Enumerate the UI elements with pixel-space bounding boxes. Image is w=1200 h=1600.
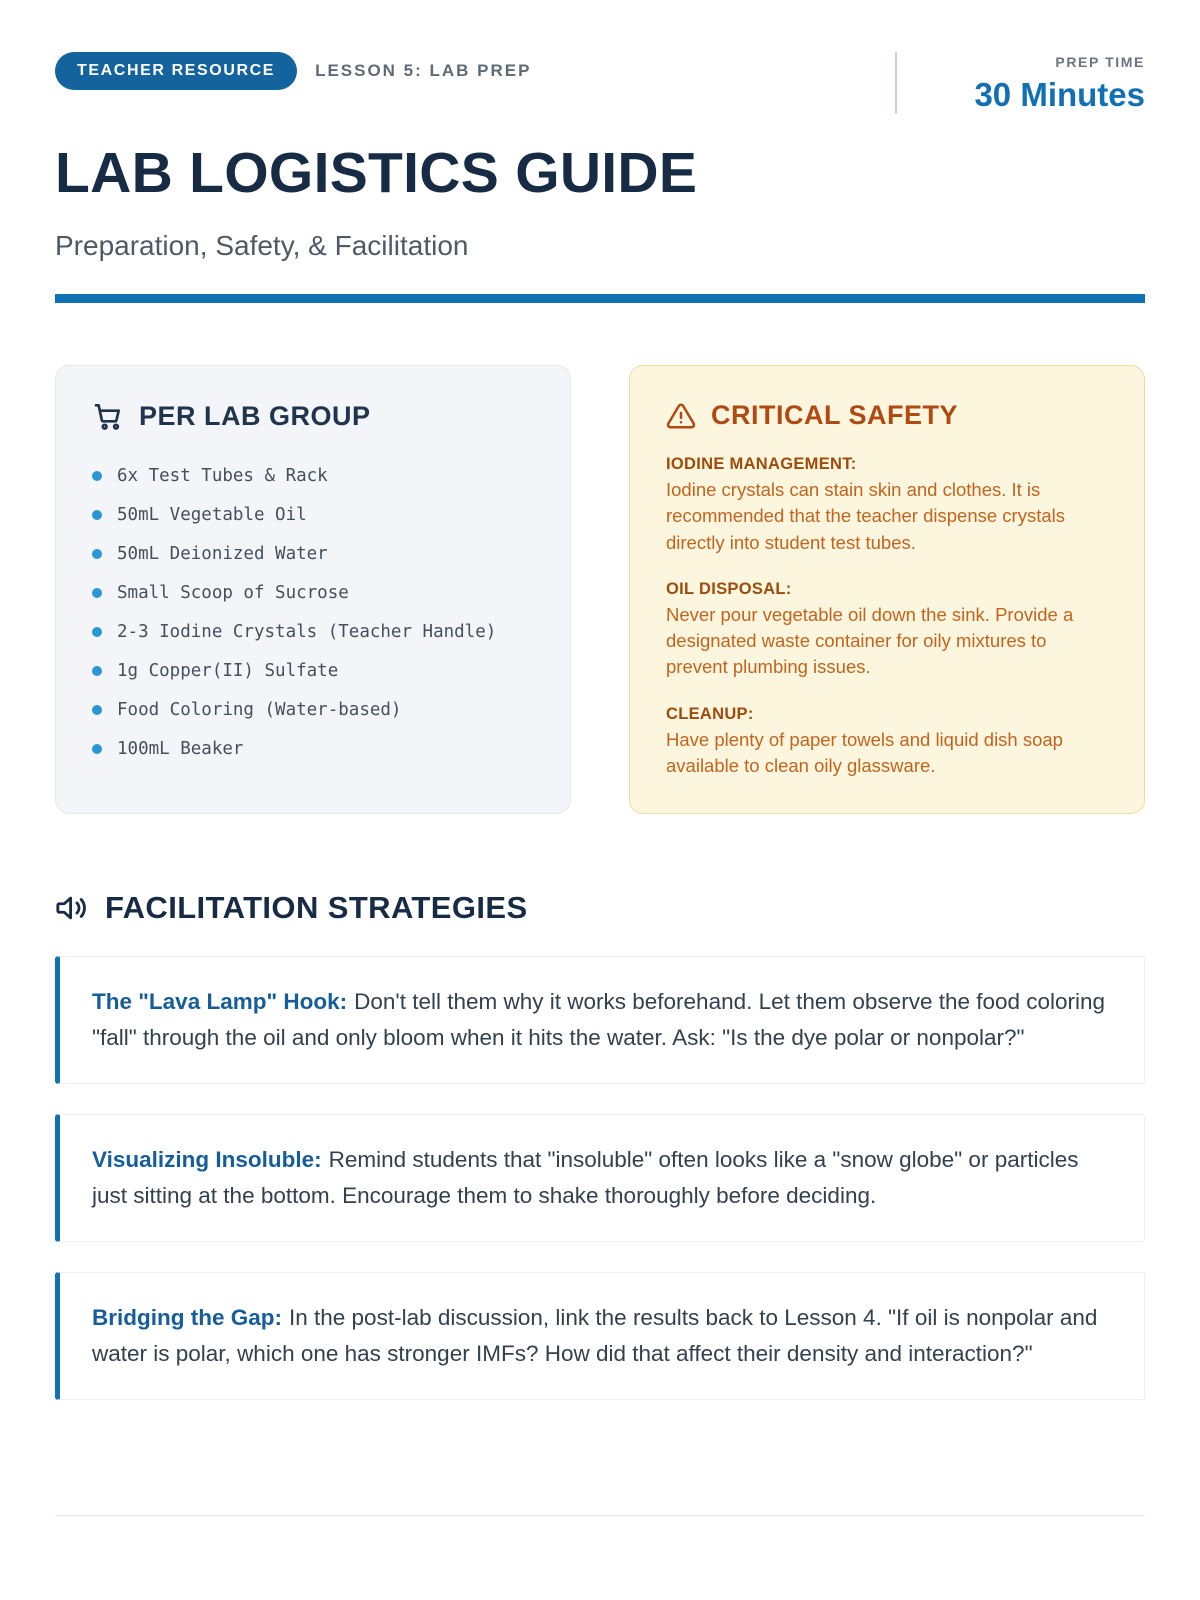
list-item (92, 690, 534, 729)
badge-row (55, 52, 531, 90)
strategy-text (92, 1300, 1112, 1372)
strategy-text (92, 1142, 1112, 1214)
safety-section-text: Never pour vegetable oil down the sink. Provide a designated waste container for oily mixtures to prevent plumbing issues. (666, 603, 1074, 678)
bullet-dot-icon (92, 588, 102, 598)
safety-section (666, 580, 1108, 681)
bullet-dot-icon (92, 627, 102, 637)
safety-section (666, 455, 1108, 556)
prep-time-block (895, 52, 1145, 114)
material-label: 2-3 Iodine Crystals (Teacher Handle) (117, 621, 497, 642)
list-item (92, 456, 534, 495)
teacher-resource-badge: TEACHER RESOURCE (55, 52, 297, 90)
safety-card-title: CRITICAL SAFETY (711, 400, 959, 430)
materials-card-title: PER LAB GROUP (139, 400, 371, 431)
per-lab-group-card (55, 365, 571, 814)
safety-card-header (666, 400, 1108, 431)
strategy-body: Don't tell them why it works beforehand. Let them observe the food coloring "fall" through the oil and only bloom when it hits the water. Ask: "Is the dye polar or nonpolar?" (92, 989, 1106, 1051)
bullet-dot-icon (92, 705, 102, 715)
warning-triangle-icon (666, 401, 696, 431)
header (55, 52, 1145, 114)
material-label: 50mL Deionized Water (117, 543, 328, 564)
info-cards-row (55, 365, 1145, 814)
bullet-dot-icon (92, 471, 102, 481)
safety-section-text: Iodine crystals can stain skin and clothes. It is recommended that the teacher dispense crystals directly into student test tubes. (666, 479, 1065, 553)
strategy-body: In the post-lab discussion, link the results back to Lesson 4. "If oil is nonpolar and water is polar, which one has stronger IMFs? How did that affect their density and interaction?" (92, 1305, 1098, 1367)
bullet-dot-icon (92, 510, 102, 520)
materials-card-header (92, 400, 534, 432)
list-item (92, 729, 534, 768)
critical-safety-card (629, 365, 1145, 814)
prep-time-label: PREP TIME (1055, 54, 1145, 70)
material-label: Food Coloring (Water-based) (117, 699, 402, 720)
list-item (92, 573, 534, 612)
strategy-label: The "Lava Lamp" Hook: (92, 989, 348, 1015)
safety-section-text: Have plenty of paper towels and liquid dish soap available to clean oily glassware. (666, 728, 1063, 776)
strategy-label: Bridging the Gap: (92, 1305, 282, 1331)
cart-icon (92, 400, 124, 432)
list-item (92, 495, 534, 534)
strategy-card (55, 1272, 1145, 1400)
bottom-divider (55, 1515, 1145, 1516)
facilitation-header (55, 890, 1145, 926)
lesson-label: LESSON 5: LAB PREP (315, 61, 532, 80)
strategy-card (55, 956, 1145, 1084)
material-label: 6x Test Tubes & Rack (117, 465, 328, 486)
strategy-body: Remind students that "insoluble" often looks like a "snow globe" or particles just sitting at the bottom. Encourage them to shake thoroughly before deciding. (92, 1147, 1079, 1209)
safety-section-label: OIL DISPOSAL: (666, 579, 792, 598)
strategy-text (92, 984, 1112, 1056)
safety-section (666, 705, 1108, 780)
material-label: 100mL Beaker (117, 738, 244, 759)
header-left (55, 52, 531, 90)
list-item (92, 534, 534, 573)
bullet-dot-icon (92, 549, 102, 559)
bullet-dot-icon (92, 666, 102, 676)
safety-section-label: IODINE MANAGEMENT: (666, 455, 857, 473)
megaphone-icon (55, 891, 89, 925)
material-label: 50mL Vegetable Oil (117, 504, 307, 525)
strategy-label: Visualizing Insoluble: (92, 1147, 322, 1173)
strategy-card (55, 1114, 1145, 1242)
facilitation-title: FACILITATION STRATEGIES (105, 890, 528, 926)
list-item (92, 651, 534, 690)
list-item (92, 612, 534, 651)
safety-section-label: CLEANUP: (666, 704, 754, 723)
bullet-dot-icon (92, 744, 102, 754)
page-title: LAB LOGISTICS GUIDE (55, 141, 698, 205)
page-subtitle: Preparation, Safety, & Facilitation (55, 230, 469, 261)
materials-list (92, 456, 534, 768)
material-label: Small Scoop of Sucrose (117, 582, 349, 603)
prep-time-value: 30 Minutes (974, 76, 1145, 113)
header-divider (55, 294, 1145, 303)
material-label: 1g Copper(II) Sulfate (117, 660, 339, 681)
